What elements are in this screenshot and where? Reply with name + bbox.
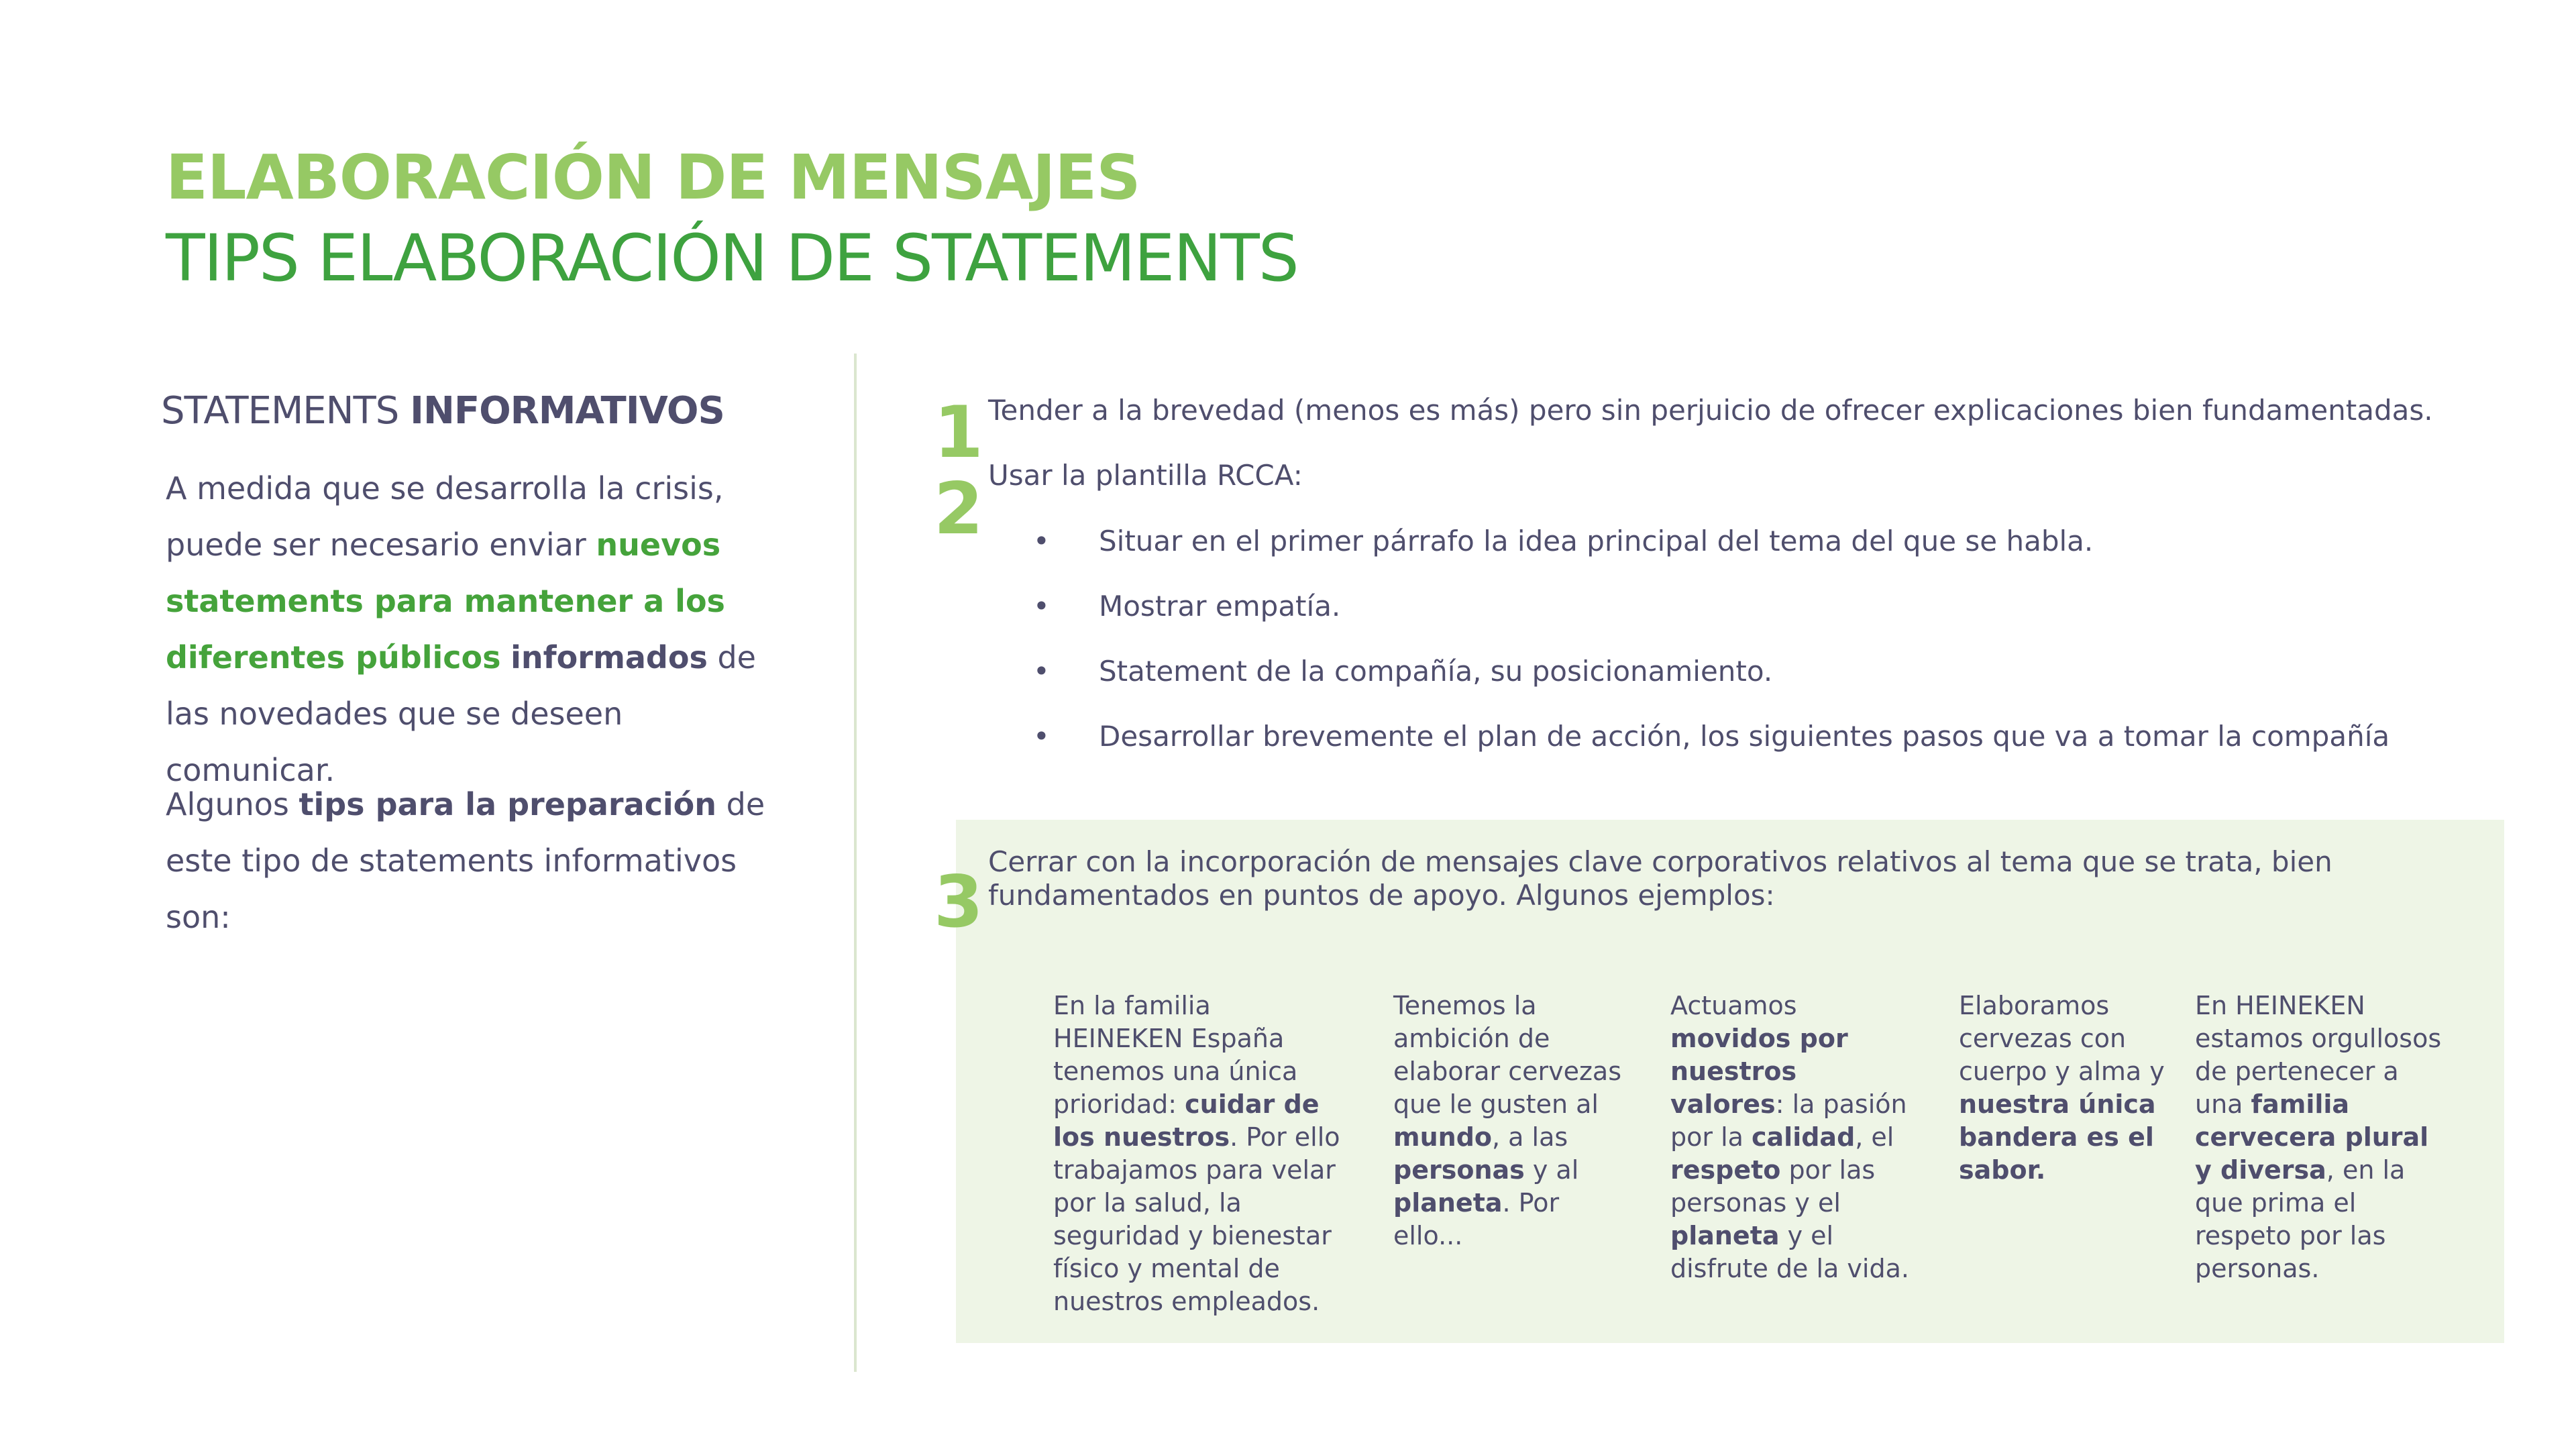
page-title: ELABORACIÓN DE MENSAJES [166,142,1140,213]
example-2-bold-1: mundo [1393,1122,1493,1152]
section-heading [161,389,724,433]
intro-paragraph [166,460,790,798]
tip-3-text: Cerrar con la incorporación de mensajes clave corporativos relativos al tema que se trata, bien fundamentados en puntos de apoyo. Algunos ejemplos: [988,845,2332,912]
intro-highlight: nuevos statements para mantener a los diferentes públicos [166,527,725,676]
example-4-text-a: Elaboramos cervezas con cuerpo y alma y [1959,991,2165,1086]
tip-number-2: 2 [934,468,983,550]
example-5 [2195,989,2450,1285]
bullet-dot: • [1033,720,1050,753]
vertical-divider [854,354,857,1372]
example-5-bold: familia cervecera plural y diversa [2195,1089,2429,1185]
intro-text-2 [501,639,511,676]
example-3-text-c: : la pasión por la [1670,1089,1907,1152]
tip-2-text: Usar la plantilla RCCA: [988,459,1303,492]
example-3 [1670,989,1919,1285]
bullet-item: Desarrollar brevemente el plan de acción, los siguientes pasos que va a tomar la compañía [1099,720,2390,753]
example-2-bold-2: personas [1393,1155,1525,1185]
bullet-dot: • [1033,655,1050,688]
example-4-bold: nuestra única bandera es el sabor. [1959,1089,2156,1185]
bullet-item: Statement de la compañía, su posicionamiento. [1099,655,1773,688]
intro-text-1: A medida que se desarrolla la crisis, puede ser necesario enviar [166,470,724,563]
example-2-text-a: Tenemos la ambición de elaborar cervezas que le gusten al [1393,991,1621,1119]
example-3-text-d: , el [1855,1122,1894,1152]
example-3-bold-2: calidad [1752,1122,1856,1152]
tip-number-1: 1 [934,391,983,474]
tip-number-3: 3 [934,861,983,943]
tips-intro-text-1: Algunos [166,786,299,822]
tips-intro-bold: tips para la preparación [299,786,717,822]
example-2-text-c: , a las [1492,1122,1568,1152]
example-3-text-f: y el disfrute de la vida. [1670,1221,1909,1283]
example-2 [1393,989,1628,1252]
example-2-text-d: y al [1524,1155,1579,1185]
intro-text-3: de las novedades que se deseen comunicar. [166,639,756,788]
example-4 [1959,989,2174,1187]
example-2-bold-3: planeta [1393,1188,1503,1218]
intro-bold: informados [511,639,708,676]
example-3-text-a: Actuamos [1670,991,1797,1020]
example-1-bold: cuidar de los nuestros [1053,1089,1320,1152]
tip-1-text: Tender a la brevedad (menos es más) pero sin perjuicio de ofrecer explicaciones bien fundamentadas. [988,394,2433,427]
bullet-dot: • [1033,525,1050,557]
section-heading-bold: INFORMATIVOS [410,389,724,433]
example-5-text-c: , en la que prima el respeto por las personas. [2195,1155,2406,1283]
tips-intro-text-2: de este tipo de statements informativos son: [166,786,765,935]
example-2-text-e: . Por ello... [1393,1188,1560,1250]
bullet-item: Situar en el primer párrafo la idea principal del tema del que se habla. [1099,525,2094,557]
example-3-bold-3: respeto [1670,1155,1781,1185]
example-1 [1053,989,1348,1318]
section-heading-light: STATEMENTS [161,389,411,433]
bullet-item: Mostrar empatía. [1099,590,1341,623]
example-1-text-a: En la familia HEINEKEN España tenemos una única prioridad: [1053,991,1298,1119]
page-subtitle: TIPS ELABORACIÓN DE STATEMENTS [166,221,1298,296]
example-1-text-c: . Por ello trabajamos para velar por la salud, la seguridad y bienestar físico y mental de nuestros empleados. [1053,1122,1340,1316]
bullet-dot: • [1033,590,1050,623]
example-3-bold-1: movidos por nuestros valores [1670,1024,1848,1119]
example-5-text-a: En HEINEKEN estamos orgullosos de pertenecer a una [2195,991,2442,1119]
tips-intro-paragraph [166,776,790,945]
example-3-bold-4: planeta [1670,1221,1780,1250]
example-3-text-e: por las personas y el [1670,1155,1876,1218]
